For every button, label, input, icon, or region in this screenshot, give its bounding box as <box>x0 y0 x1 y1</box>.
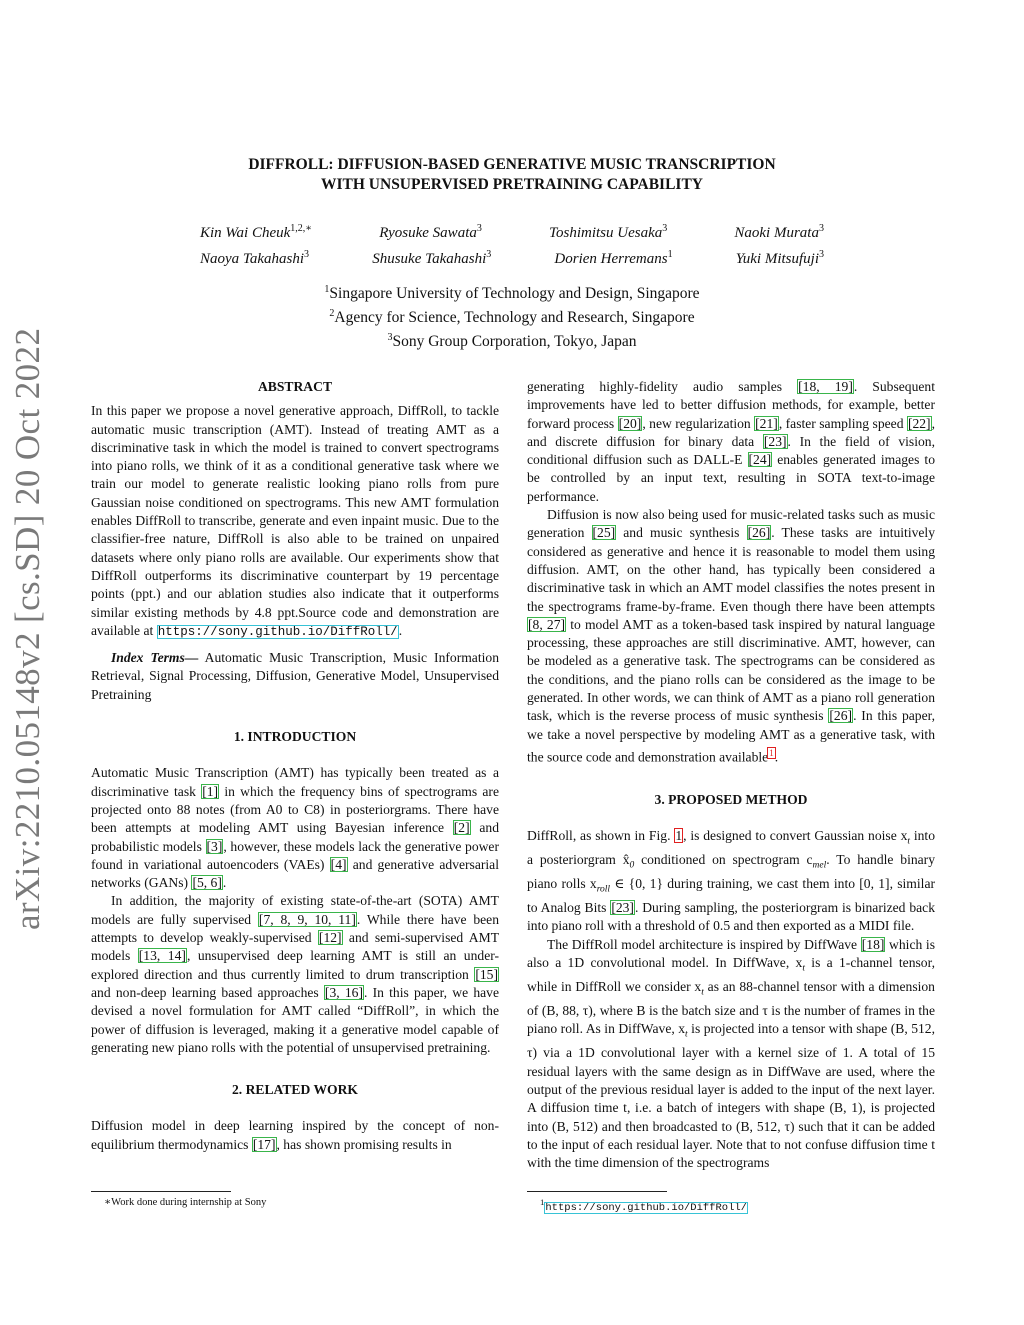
text-run: Diffusion model in deep learning inspired by the concept of non-equilibrium thermodynamics <box>91 1118 499 1152</box>
text-run: . During sampling, the posteriorgram is binarized back into piano roll with a threshold of 0.5 and then exported as a MIDI file. <box>527 900 935 934</box>
author: Ryosuke Sawata$^3$ <box>379 223 482 241</box>
text-run: DiffRoll, as shown in Fig. <box>527 828 675 844</box>
text-run: , new regularization <box>642 415 755 431</box>
title-line-1: DIFFROLL: DIFFUSION-BASED GENERATIVE MUSIC TRANSCRIPTION <box>248 156 776 173</box>
text-run: , has shown promising results in <box>276 1136 452 1152</box>
footnote-marker[interactable]: 1 <box>769 747 774 758</box>
text-run: . To handle binary piano rolls x <box>527 852 936 892</box>
citation-link[interactable]: [17] <box>252 1136 276 1152</box>
text-run: . Subsequent improvements have led to better diffusion methods, for example, better forward process <box>527 379 935 431</box>
text-run: . In the field of vision, conditional diffusion such as DALL-E <box>527 433 935 468</box>
text-run: . While there have been attempts to develop weakly-supervised <box>91 911 499 946</box>
text-run: , is designed to convert Gaussian noise x <box>683 828 908 844</box>
text-run: enables generated images to be controlled by an input text, resulting in SOTA text-to-image performance. <box>527 452 935 504</box>
citation-link[interactable]: [7, 8, 9, 10, 11] <box>258 911 356 927</box>
text-run: and generative adversarial networks (GANs) <box>91 856 499 891</box>
text-run: . <box>222 875 227 891</box>
citation-link[interactable]: [18, 19] <box>798 379 853 394</box>
abstract-heading: ABSTRACT <box>257 379 333 394</box>
text-run: and non-deep learning based approaches <box>91 984 324 1000</box>
citation-link[interactable]: [18] <box>861 936 885 952</box>
related-heading: 2. RELATED WORK <box>231 1082 358 1098</box>
method-heading: 3. PROPOSED METHOD <box>654 791 808 807</box>
text-run: , faster sampling speed <box>778 415 907 431</box>
text-run: to model AMT as a token-based task inspired by natural language processing, these approaches are still discriminative. AMT, however, can be modeled as a generative task. The spectrograms can be considered as the conditions, and the piano rolls can be considered as the image to be generated. In other words, we can think of AMT as a piano roll generation task, which is the reverse process of music synthesis <box>527 616 935 724</box>
text-run: The DiffRoll model architecture is inspired by DiffWave <box>547 936 861 952</box>
text-run: , unsupervised deep learning AMT is still an under-explored direction and thus currently limited to drum transcription <box>91 948 500 982</box>
paper-title <box>180 155 844 195</box>
arxiv-side-stamp: arXiv:2210.05148v2 [cs.SD] 20 Oct 2022 <box>8 327 47 930</box>
text-run: and music synthesis <box>616 525 747 541</box>
text-run: into a posteriorgram x̂ <box>527 828 936 868</box>
right-column <box>527 378 935 1172</box>
text-run: conditioned on spectrogram c <box>634 852 813 868</box>
math-subscript: t <box>907 836 911 847</box>
method-paragraph-2 <box>527 936 935 1173</box>
related-paragraph-1 <box>91 1117 499 1154</box>
index-terms: Index Terms— Automatic Music Transcription, Music Information Retrieval, Signal Processing, Diffusion, Generative Model, Unsupervised Pretraining <box>91 650 499 702</box>
author: Shusuke Takahashi$^3$ <box>372 249 492 267</box>
math-subscript: t <box>701 987 704 998</box>
citation-link[interactable]: [15] <box>475 966 498 982</box>
text-run: , and discrete diffusion for binary data <box>527 415 935 449</box>
citation-link[interactable]: [24] <box>748 452 772 468</box>
citation-link[interactable]: [21] <box>755 415 778 431</box>
author-block <box>200 218 824 270</box>
text-run: and semi-supervised AMT models <box>91 930 499 964</box>
abstract-text: In this paper we propose a novel generative approach, DiffRoll, to tackle automatic music transcription (AMT). Instead of treating AMT as a discriminative task in which the model is trained to convert spectrograms into piano rolls, we think of it as a conditional generative task where we train our model to generate realistic looking piano rolls from pure Gaussian noise conditioned on spectrograms. This new AMT formulation enables DiffRoll to transcribe, generate and even inpaint music. Due to the classifier-free nature, DiffRoll is also able to be trained on unpaired datasets where only piano rolls are available. Our experiments show that DiffRoll outperforms its discriminative counterpart by 19 percentage points (ppt.) and our ablation studies also indicate that it outperforms similar existing methods by 4.8 ppt.Source code and demonstration are available at https://sony.github.io/DiffRoll/. <box>91 403 499 639</box>
affiliations <box>200 280 824 352</box>
intro-paragraph-1 <box>91 764 499 892</box>
author-row-1 <box>200 218 824 244</box>
author: Yuki Mitsufuji$^3$ <box>735 249 824 267</box>
author: Naoya Takahashi$^3$ <box>200 249 310 267</box>
citation-link[interactable]: [13, 14] <box>138 948 186 964</box>
figure-ref-link[interactable]: 1 <box>675 828 683 844</box>
intro-heading: 1. INTRODUCTION <box>233 729 357 745</box>
footnote-left: ∗Work done during internship at Sony <box>104 1197 267 1208</box>
citation-link[interactable]: [25] <box>592 525 616 541</box>
footnote-url-link[interactable]: https://sony.github.io/DiffRoll/ <box>545 1201 748 1214</box>
math-subscript: t <box>802 963 805 974</box>
author: Kin Wai Cheuk$^{1,2,∗}$ <box>200 223 313 241</box>
math-subscript: 0 <box>629 860 635 871</box>
math-subscript: roll <box>596 884 611 895</box>
text-run: in which the frequency bins of spectrograms are projected onto 88 notes (from A0 to C8) in posteriorgrams. There have been attempts at modeling AMT using Bayesian inference <box>91 783 499 836</box>
citation-link[interactable]: [22] <box>907 415 931 431</box>
citation-link[interactable]: [26] <box>829 708 853 724</box>
affiliation: $^2$Agency for Science, Technology and Research, Singapore <box>329 308 695 327</box>
text-run: In addition, the majority of existing state-of-the-art (SOTA) AMT models are fully supervised <box>91 893 499 927</box>
method-paragraph-1 <box>527 827 935 936</box>
intro-paragraph-2 <box>91 892 499 1057</box>
abstract-url-link[interactable]: https://sony.github.io/DiffRoll/ <box>157 624 398 639</box>
text-run: is a 1-channel tensor, while in DiffRoll we consider x <box>527 955 935 995</box>
text-run: which is also a 1D convolutional model. In DiffWave, x <box>527 936 935 970</box>
left-column <box>91 378 499 1154</box>
affiliation: $^1$Singapore University of Technology and Design, Singapore <box>324 284 700 303</box>
citation-link[interactable]: [23] <box>763 433 787 449</box>
text-run: . In this paper, we take a novel perspective by modeling AMT as a generative task, with the source code and demonstration available <box>527 708 935 765</box>
math-subscript: mel <box>812 860 827 871</box>
author-row-2 <box>200 244 824 270</box>
footnote-right: $^1$https://sony.github.io/DiffRoll/ <box>540 1197 748 1214</box>
text-run: Diffusion is now also being used for music-related tasks such as music generation <box>527 507 935 541</box>
affiliation: $^3$Sony Group Corporation, Tokyo, Japan <box>387 332 637 351</box>
title-line-2: WITH UNSUPERVISED PRETRAINING CAPABILITY <box>321 176 703 193</box>
citation-link[interactable]: [1] <box>202 783 219 799</box>
citation-link[interactable]: [20] <box>618 415 642 431</box>
citation-link[interactable]: [4] <box>330 856 347 872</box>
text-run: is projected into a tensor with shape (B, 512, τ) via a 1D convolutional layer with a kernel size of 1. A total of 15 residual layers with the same design as in DiffWave are used, where the output of the previous residual layer is added to the input of the next layer. A diffusion time t, i.e. a batch of integers with shape (B, 1), is projected into (B, 512) and then broadcasted to (B, 512, τ) such that it can be added to the input of each residual layer. Note that to not confuse diffusion time t with the time dimension of the spectrograms <box>527 1021 935 1171</box>
math-subscript: t <box>685 1030 688 1041</box>
related-paragraph-2 <box>527 378 935 506</box>
text-run: and probabilistic models <box>91 820 499 854</box>
author: Dorien Herremans$^1$ <box>554 249 673 267</box>
text-run: generating highly-fidelity audio samples <box>527 379 798 394</box>
citation-link[interactable]: [5, 6] <box>192 875 222 891</box>
author: Toshimitsu Uesaka$^3$ <box>549 223 668 241</box>
related-paragraph-3: Diffusion is now also being used for music-related tasks such as music generation [25] and music synthesis [26]. These tasks are intuitively considered as generative and hence it is reasonable to model them using diffusion. AMT, on the other hand, has typically been considered a discriminative task in which an AMT model classifies the notes present in the spectrograms frame-by-frame. Even though there have been attempts [8, 27] to model AMT as a token-based task inspired by natural language processing, these approaches are still discriminative. AMT, however, can be modeled as a generative task. The spectrograms can be considered as the conditions, and the piano rolls can be considered as the image to be generated. In other words, we can think of AMT as a piano roll generation task, which is the reverse process of music synthesis [26]. In this paper, we take a novel perspective by modeling AMT as a generative task, with the source code and demonstration available$^1$. <box>527 507 935 765</box>
citation-link[interactable]: [12] <box>318 930 342 946</box>
text-run: Automatic Music Transcription (AMT) has typically been treated as a discriminative task <box>91 765 499 799</box>
citation-link[interactable]: [2] <box>453 820 470 836</box>
text-run: . These tasks are intuitively considered as generative and hence it is reasonable to model them using diffusion. AMT, on the other hand, has typically been considered a discriminative task in which an AMT model classifies the notes present in the spectrograms frame-by-frame. Even though there have been attempts <box>527 525 935 614</box>
citation-link[interactable]: [23] <box>611 900 634 916</box>
citation-link[interactable]: [3] <box>206 838 223 854</box>
footnote-rule-left <box>91 1191 231 1192</box>
text-run: ∈ {0, 1} during training, we cast them into [0, 1], similar to Analog Bits <box>527 876 935 916</box>
text-run: as an 88-channel tensor with a dimension of (B, 88, τ), where B is the batch size and τ is the number of frames in the piano roll. As in DiffWave, x <box>527 979 935 1037</box>
author: Naoki Murata$^3$ <box>734 223 824 241</box>
footnote-rule-right <box>527 1191 667 1192</box>
citation-link[interactable]: [26] <box>747 525 771 541</box>
text-run: . In this paper, we have devised a novel formulation for AMT called “DiffRoll”, in which the power of diffusion is leveraged, making it a generative model capable of generating new piano rolls with the potential of unsupervised pretraining. <box>91 984 499 1055</box>
citation-link[interactable]: [8, 27] <box>528 616 566 632</box>
text-run: , however, these models lack the generative power found in variational autoencoders (VAEs) <box>91 838 499 872</box>
citation-link[interactable]: [3, 16] <box>324 984 363 1000</box>
